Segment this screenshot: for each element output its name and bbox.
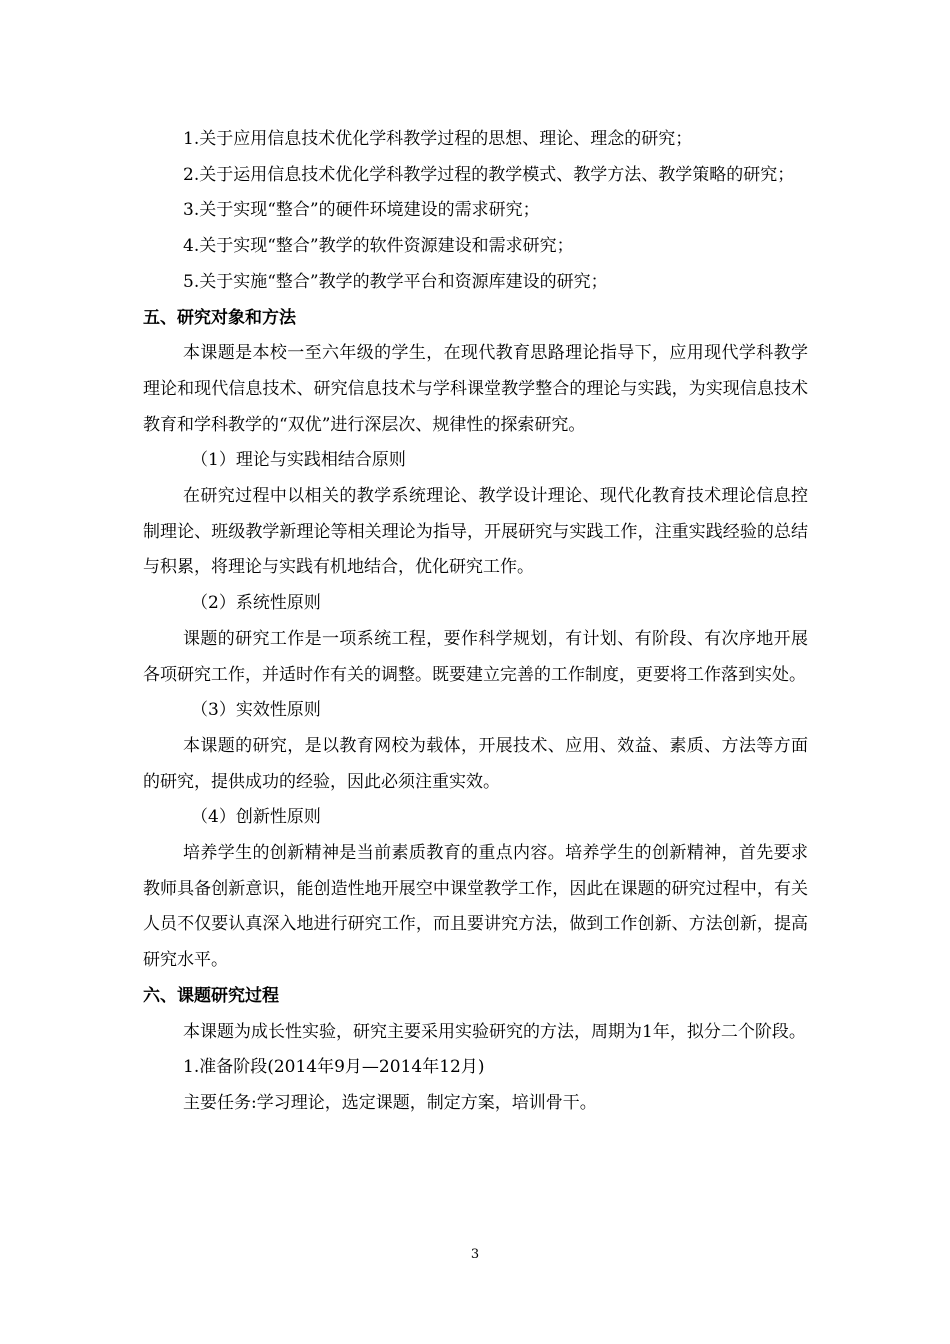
list-item-1: 1.关于应用信息技术优化学科教学过程的思想、理论、理念的研究； (183, 129, 693, 149)
stage-heading-1: 1.准备阶段(2014年9月—2014年12月) (183, 1057, 485, 1078)
list-item-2: 2.关于运用信息技术优化学科教学过程的教学模式、教学方法、教学策略的研究； (183, 164, 795, 185)
body-paragraph: 课题的研究工作是一项系统工程，要作科学规划，有计划、有阶段、有次序地开展各项研究工作，并适时作有关的调整。既要建立完善的工作制度，更要将工作落到实处。 (143, 628, 808, 685)
section-heading-6: 六、课题研究过程 (143, 985, 279, 1006)
principle-heading-3: （3）实效性原则 (191, 700, 321, 721)
body-paragraph: 培养学生的创新精神是当前素质教育的重点内容。培养学生的创新精神，首先要求教师具备创新意识，能创造性地开展空中课堂教学工作，因此在课题的研究过程中，有关人员不仅要认真深入地进行研究工作，而且要讲究方法，做到工作创新、方法创新，提高研究水平。 (143, 843, 808, 971)
body-paragraph: 本课题的研究，是以教育网校为载体，开展技术、应用、效益、素质、方法等方面的研究，提供成功的经验，因此必须注重实效。 (143, 735, 808, 792)
body-paragraph: 本课题为成长性实验，研究主要采用实验研究的方法，周期为1年，拟分二个阶段。 (183, 1021, 806, 1042)
principle-heading-2: （2）系统性原则 (191, 593, 321, 614)
list-item-5: 5.关于实施“整合”教学的教学平台和资源库建设的研究； (183, 271, 608, 292)
principle-heading-4: （4）创新性原则 (191, 807, 321, 828)
body-paragraph: 在研究过程中以相关的教学系统理论、教学设计理论、现代化教育技术理论信息控制理论、班级教学新理论等相关理论为指导，开展研究与实践工作，注重实践经验的总结与积累，将理论与实践有机地结合，优化研究工作。 (143, 486, 808, 578)
section-heading-5: 五、研究对象和方法 (143, 307, 296, 328)
list-item-3: 3.关于实现“整合”的硬件环境建设的需求研究； (183, 200, 540, 221)
body-paragraph: 本课题是本校一至六年级的学生，在现代教育思路理论指导下，应用现代学科教学理论和现代信息技术、研究信息技术与学科课堂教学整合的理论与实践，为实现信息技术教育和学科教学的“双优”进行深层次、规律性的探索研究。 (143, 343, 808, 435)
principle-heading-1: （1）理论与实践相结合原则 (191, 450, 406, 471)
page-number: 3 (470, 1247, 480, 1262)
body-paragraph: 主要任务:学习理论，选定课题，制定方案，培训骨干。 (183, 1092, 597, 1113)
page-body (143, 122, 808, 1122)
list-item-4: 4.关于实现“整合”教学的软件资源建设和需求研究； (183, 236, 574, 257)
